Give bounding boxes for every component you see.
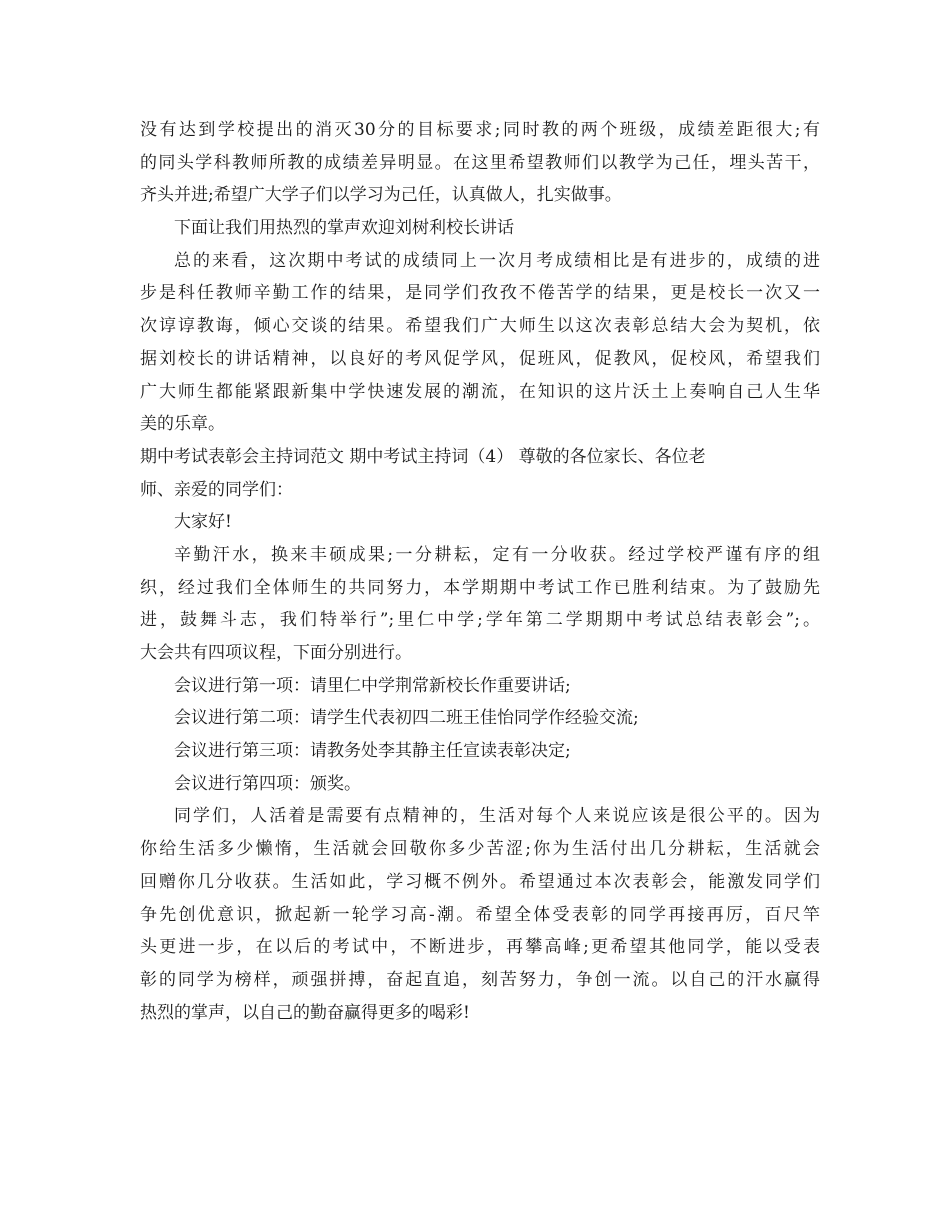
text-line: 回赠你几分收获。生活如此，学习概不例外。希望通过本次表彰会，能激发同学们 (140, 871, 820, 892)
text-line: 的同头学科教师所教的成绩差异明显。在这里希望教师们以教学为己任，埋头苦干， (140, 152, 820, 173)
text-line: 美的乐章。 (140, 414, 225, 435)
text-line: 你给生活多少懒惰，生活就会回敬你多少苦涩;你为生活付出几分耕耘，生活就会 (140, 839, 820, 860)
text-line: 下面让我们用热烈的掌声欢迎刘树利校长讲话 (174, 218, 514, 239)
text-line: 齐头并进;希望广大学子们以学习为己任，认真做人，扎实做事。 (140, 185, 622, 206)
text-line: 头更进一步，在以后的考试中，不断进步，再攀高峰;更希望其他同学，能以受表 (140, 937, 820, 958)
text-line: 辛勤汗水，换来丰硕成果;一分耕耘，定有一分收获。经过学校严谨有序的组 (174, 544, 820, 565)
text-line: 彰的同学为榜样，顽强拼搏，奋起直追，刻苦努力，争创一流。以自己的汗水赢得 (140, 969, 820, 990)
text-line: 没有达到学校提出的消灭30分的目标要求;同时教的两个班级，成绩差距很大;有 (140, 120, 820, 140)
text-line: 次谆谆教诲，倾心交谈的结果。希望我们广大师生以这次表彰总结大会为契机，依 (140, 316, 820, 337)
text-line: 同学们，人活着是需要有点精神的，生活对每个人来说应该是很公平的。因为 (174, 806, 820, 827)
text-line: 会议进行第三项：请教务处李其静主任宣读表彰决定; (174, 741, 571, 762)
document-body (140, 114, 820, 1029)
text-line: 争先创优意识，掀起新一轮学习高-潮。希望全体受表彰的同学再接再厉，百尺竿 (140, 904, 820, 925)
text-line: 大家好! (174, 512, 232, 533)
text-line: 总的来看，这次期中考试的成绩同上一次月考成绩相比是有进步的，成绩的进 (174, 250, 820, 271)
text-line: 进，鼓舞斗志，我们特举行”;里仁中学;学年第二学期期中考试总结表彰会”;。 (140, 610, 820, 631)
text-line: 会议进行第一项：请里仁中学荆常新校长作重要讲话; (174, 675, 571, 696)
text-line: 师、亲爱的同学们： (140, 479, 293, 500)
text-line: 会议进行第二项：请学生代表初四二班王佳怡同学作经验交流; (174, 708, 639, 729)
text-line: 大会共有四项议程，下面分别进行。 (140, 643, 412, 663)
text-line: 织，经过我们全体师生的共同努力，本学期期中考试工作已胜利结束。为了鼓励先 (140, 577, 820, 598)
text-line: 据刘校长的讲话精神，以良好的考风促学风，促班风，促教风，促校风，希望我们 (140, 348, 820, 369)
text-line: 热烈的掌声，以自己的勤奋赢得更多的喝彩! (140, 1002, 470, 1023)
text-line: 会议进行第四项：颁奖。 (174, 773, 361, 794)
text-line: 步是科任教师辛勤工作的结果，是同学们孜孜不倦苦学的结果，更是校长一次又一 (140, 283, 820, 304)
text-line: 期中考试表彰会主持词范文 期中考试主持词（4） 尊敬的各位家长、各位老 (140, 446, 706, 467)
text-line: 广大师生都能紧跟新集中学快速发展的潮流，在知识的这片沃土上奏响自己人生华 (140, 381, 820, 402)
